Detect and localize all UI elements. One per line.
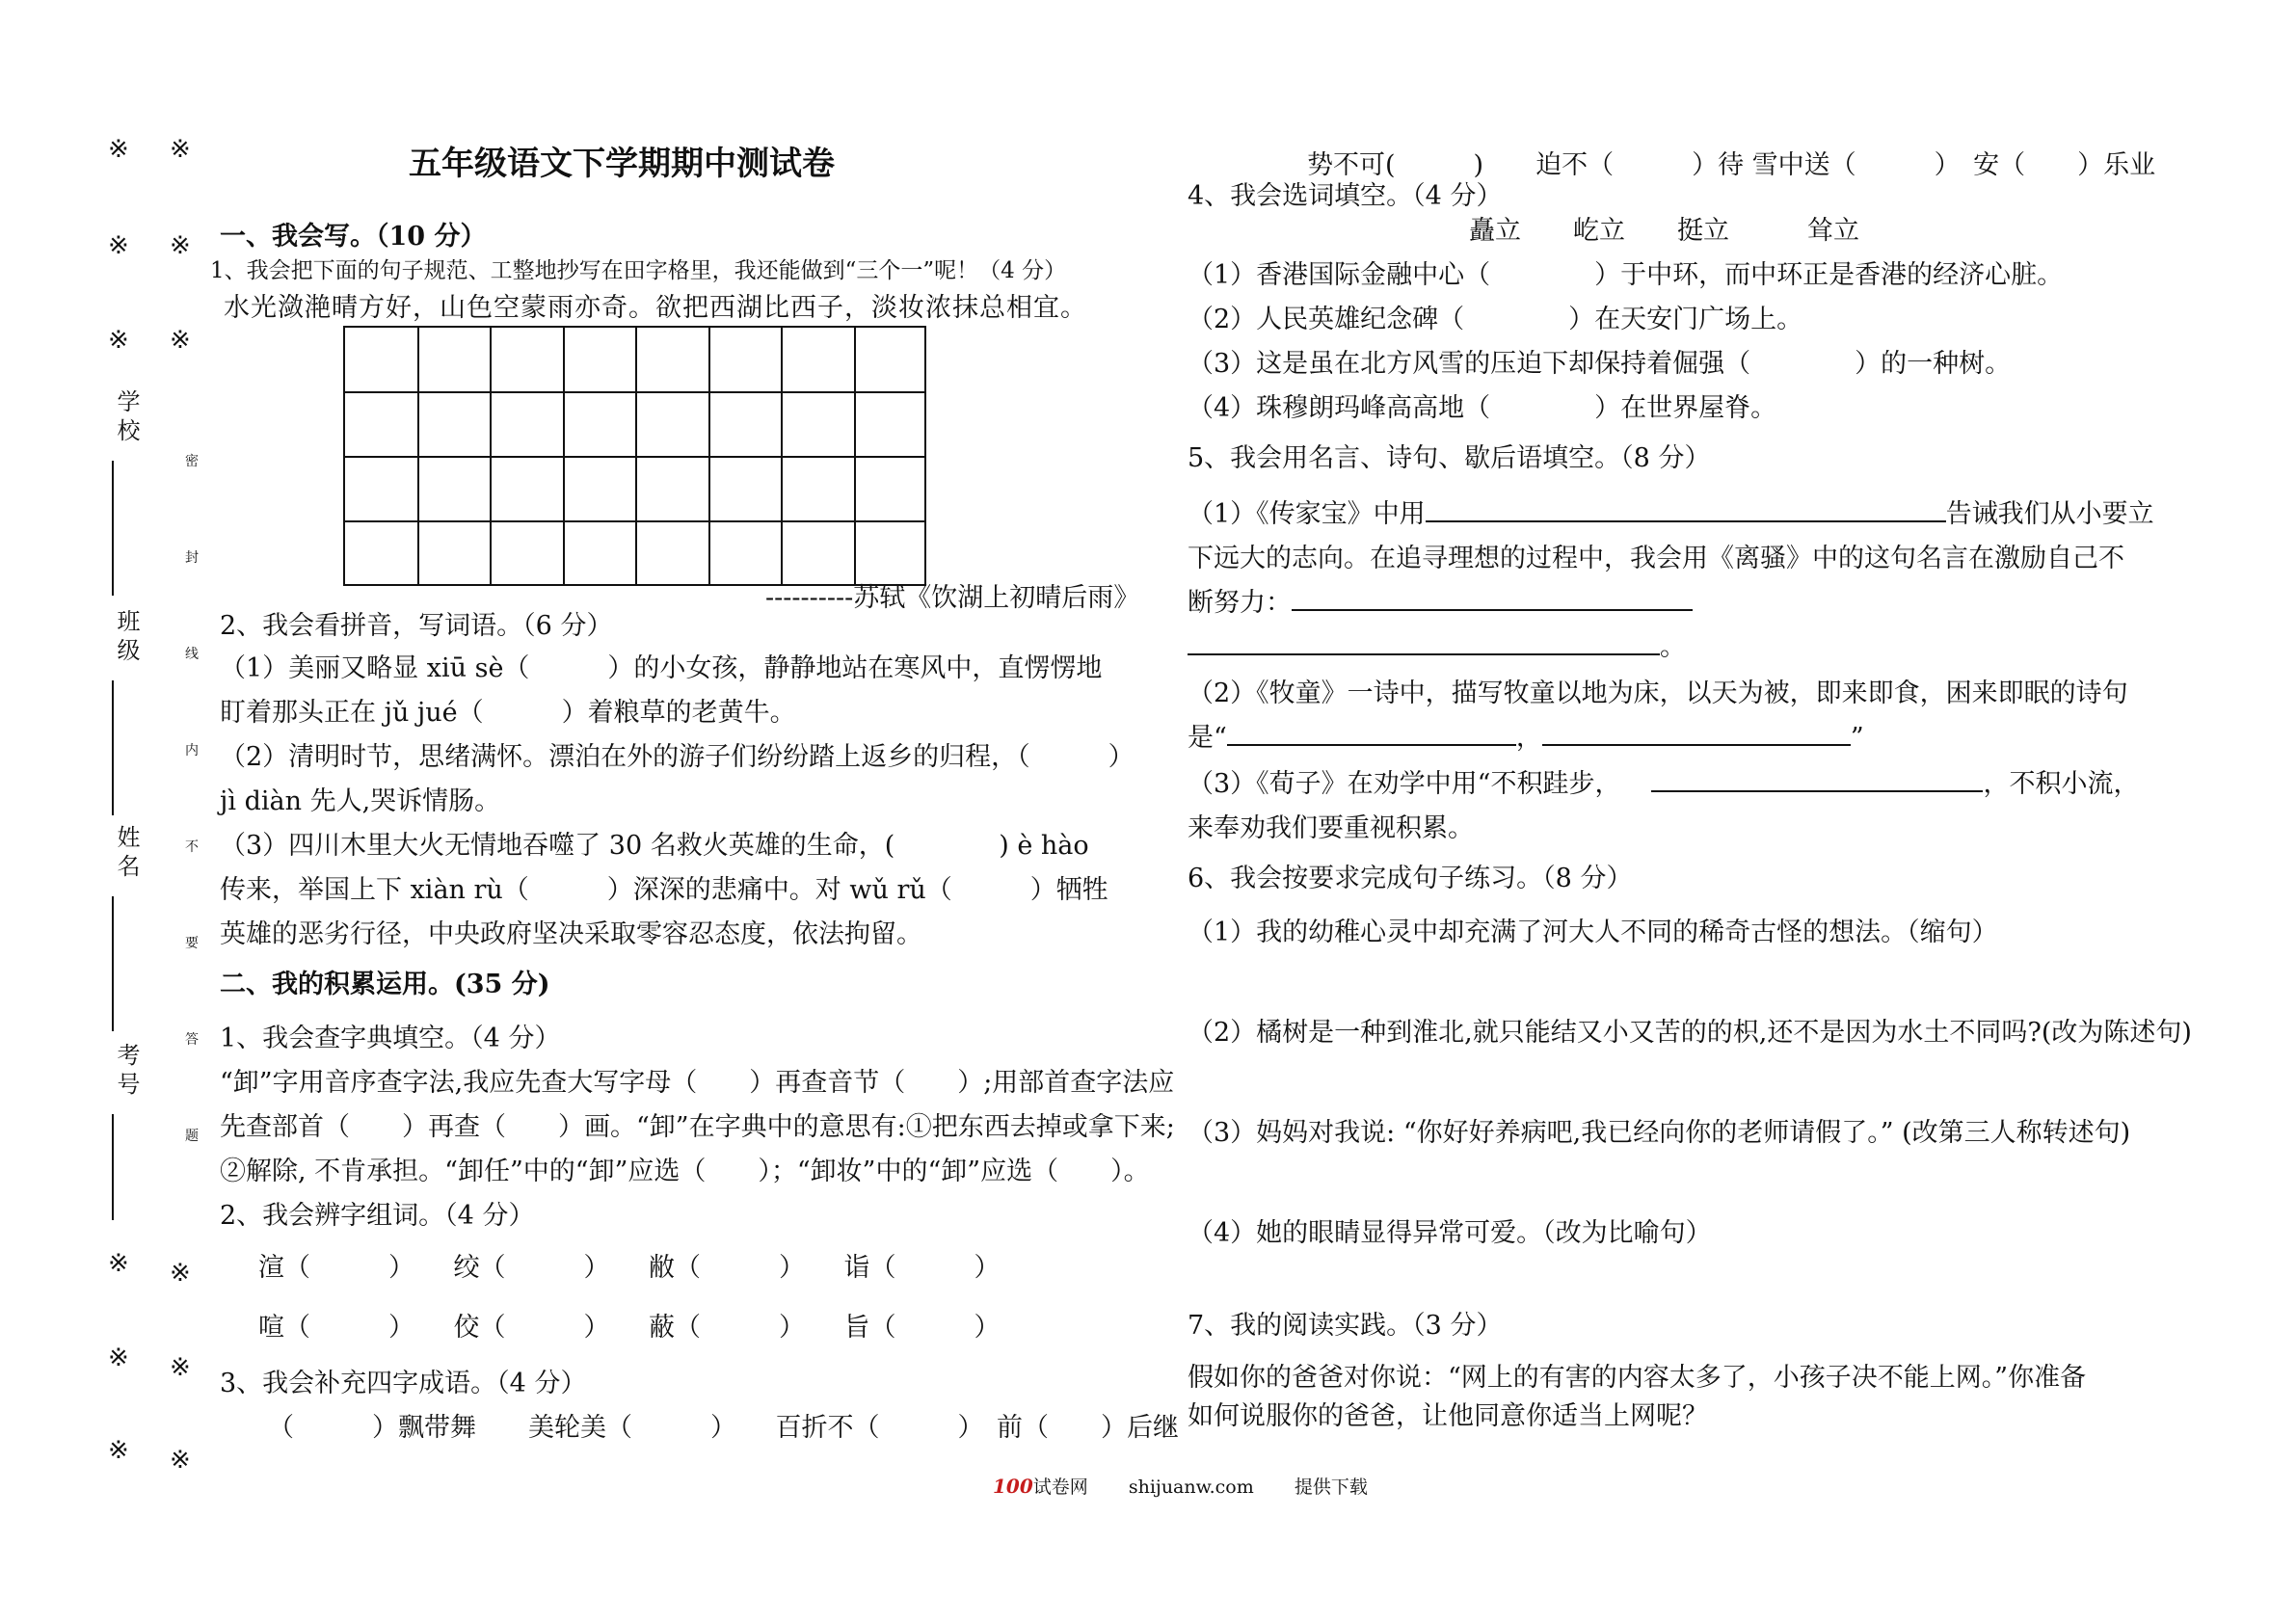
seal-char: 答 [185,1032,199,1048]
school-blank [112,461,114,596]
seal-char: 密 [185,454,199,469]
exam-no-blank [112,1114,114,1220]
class-label: 班级 [113,609,140,667]
idiom-row: （ ）飘带舞 美轮美（ ） 百折不（ ） 前（ ）后继 [268,1413,1179,1443]
tianzige-grid[interactable] [343,326,926,586]
question-line [1188,767,2139,802]
word-row: 喧（ ） 佼（ ） 蔽（ ） 旨（ ） [258,1313,1001,1343]
text-fragment: ” [1850,723,1864,753]
section-heading: 一、我会写。（10 分） [220,222,487,252]
text-fragment: （3）《荀子》在劝学中用“不积跬步， [1188,769,1621,799]
answer-blank[interactable] [1227,721,1516,746]
text-fragment: （1）《传家宝》中用 [1188,499,1426,529]
margin-mark: ※ [108,1344,129,1372]
margin-mark: ※ [108,135,129,164]
question-text: 4、我会选词填空。（4 分） [1188,181,1503,211]
question-line: ②解除, 不肯承担。“卸任”中的“卸”应选（ ）；“卸妆”中的“卸”应选（ ）。 [220,1157,1150,1186]
poem-source: ----------苏轼《饮湖上初晴后雨》 [765,583,1140,613]
footer [993,1473,1368,1499]
section-heading: 二、我的积累运用。(35 分) [220,970,550,999]
name-blank [112,896,114,1031]
question-line: 下远大的志向。在追寻理想的过程中，我会用《离骚》中的这句名言在激励自己不 [1188,544,2124,573]
margin-mark: ※ [108,1436,129,1465]
question-text: 3、我会补充四字成语。（4 分） [220,1369,587,1398]
margin-mark: ※ [108,326,129,355]
question-line: 如何说服你的爸爸，让他同意你适当上网呢？ [1188,1401,1708,1431]
text-fragment: ，不积小流， [1983,769,2140,799]
question-line: 盯着那头正在 jǔ jué（ ）着粮草的老黄牛。 [220,698,796,728]
margin-mark: ※ [170,326,191,355]
question-line: “卸”字用音序查字法,我应先查大写字母（ ）再查音节（ ）;用部首查字法应 [220,1068,1175,1098]
question-text: 2、我会看拼音，写词语。（6 分） [220,611,613,641]
word-choices: 矗立 屹立 挺立 耸立 [1469,216,1859,246]
text-fragment: 。 [1660,632,1686,662]
margin-mark: ※ [170,231,191,260]
question-line: 假如你的爸爸对你说：“网上的有害的内容太多了，小孩子决不能上网。”你准备 [1188,1363,2087,1393]
text-fragment: 断努力： [1188,588,1292,618]
seal-char: 不 [185,839,199,855]
question-line: （1）美丽又略显 xiū sè（ ）的小女孩，静静地站在寒风中，直愣愣地 [220,653,1103,683]
margin-mark: ※ [170,1446,191,1475]
page-title: 五年级语文下学期期中测试卷 [409,145,835,183]
question-line: （3）这是虽在北方风雪的压迫下却保持着倔强（ ）的一种树。 [1188,349,2012,379]
question-line: （2）《牧童》一诗中，描写牧童以地为床，以天为被，即来即食，困来即眠的诗句 [1188,678,2128,708]
question-text: 7、我的阅读实践。（3 分） [1188,1311,1503,1341]
question-line: 传来，举国上下 xiàn rù（ ）深深的悲痛中。对 wǔ rǔ（ ）牺牲 [220,875,1108,905]
margin-mark: ※ [108,231,129,260]
question-line: （2）橘树是一种到淮北,就只能结又小又苦的的枳,还不是因为水土不同吗?(改为陈述句) [1188,1018,2192,1048]
question-line: （2）清明时节，思绪满怀。漂泊在外的游子们纷纷踏上返乡的归程，（ ） [220,742,1135,772]
seal-char: 线 [185,647,199,662]
question-text: 6、我会按要求完成句子练习。（8 分） [1188,864,1633,893]
question-line: jì diàn 先人,哭诉情肠。 [220,786,501,816]
school-label: 学校 [113,389,140,447]
question-line: （4）她的眼睛显得异常可爱。（改为比喻句） [1188,1218,1712,1248]
answer-blank[interactable] [1188,630,1660,655]
question-line: （3）妈妈对我说: “你好好养病吧,我已经向你的老师请假了。” (改第三人称转述句) [1188,1118,2131,1148]
seal-char: 要 [185,936,199,951]
word-row: 渲（ ） 绞（ ） 敝（ ） 诣（ ） [258,1253,1001,1283]
answer-blank[interactable] [1426,497,1946,522]
question-line [1188,586,1693,621]
question-line: （2）人民英雄纪念碑（ ）在天安门广场上。 [1188,305,1803,334]
question-text: 5、我会用名言、诗句、歇后语填空。（8 分） [1188,443,1711,473]
idiom-row: 势不可( ) 迫不（ ）待 雪中送（ ） 安（ ）乐业 [1307,150,2156,180]
class-blank [112,680,114,815]
seal-char: 封 [185,550,199,566]
question-line [1188,721,1864,756]
answer-blank[interactable] [1292,586,1693,611]
text-fragment: ， [1515,723,1542,753]
footer-logo: 100 [993,1475,1033,1498]
footer-domain[interactable]: shijuanw.com [1128,1477,1254,1498]
seal-char: 内 [185,743,199,758]
margin-mark: ※ [170,135,191,164]
question-line: （1）我的幼稚心灵中却充满了河大人不同的稀奇古怪的想法。（缩句） [1188,918,1998,947]
text-fragment: 告诫我们从小要立 [1945,499,2154,529]
margin-mark: ※ [170,1259,191,1288]
question-line: 先查部首（ ）再查（ ）画。“卸”在字典中的意思有:①把东西去掉或拿下来; [220,1112,1175,1142]
margin-mark: ※ [108,1249,129,1278]
footer-note: 提供下载 [1294,1477,1368,1498]
poem-text: 水光潋滟晴方好，山色空蒙雨亦奇。欲把西湖比西子，淡妆浓抹总相宜。 [224,293,1087,323]
question-text: 1、我会把下面的句子规范、工整地抄写在田字格里，我还能做到“三个一”呢！（4 分） [210,258,1067,283]
question-line [1188,630,1686,665]
answer-blank[interactable] [1542,721,1851,746]
answer-blank[interactable] [1651,767,1983,792]
name-label: 姓名 [113,825,140,883]
question-line: （4）珠穆朗玛峰高高地（ ）在世界屋脊。 [1188,393,1777,423]
question-line: （1）香港国际金融中心（ ）于中环，而中环正是香港的经济心脏。 [1188,260,2064,290]
question-line [1188,497,2154,532]
question-line: 英雄的恶劣行径，中央政府坚决采取零容忍态度，依法拘留。 [220,919,922,949]
question-line: （3）四川木里大火无情地吞噬了 30 名救火英雄的生命，( ) è hào [220,831,1089,861]
margin-mark: ※ [170,1353,191,1382]
exam-no-label: 考号 [113,1043,140,1101]
question-text: 2、我会辨字组词。（4 分） [220,1201,535,1231]
question-line: 来奉劝我们要重视积累。 [1188,813,1474,843]
seal-char: 题 [185,1129,199,1144]
footer-site: 试卷网 [1032,1477,1088,1498]
question-text: 1、我会查字典填空。（4 分） [220,1024,561,1053]
text-fragment: 是“ [1188,723,1227,753]
